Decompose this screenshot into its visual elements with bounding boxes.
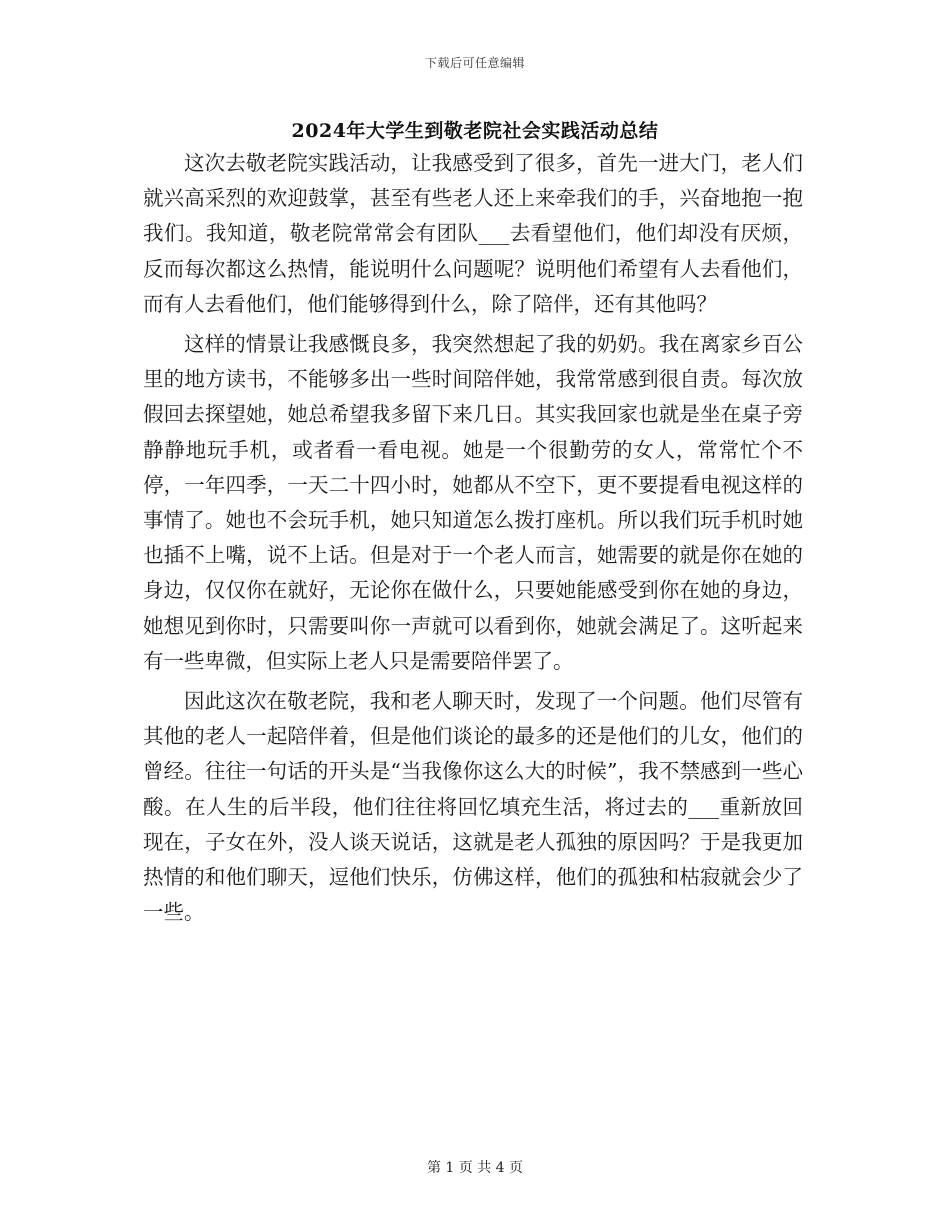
- page-footer: 第 1 页 共 4 页: [426, 1160, 524, 1176]
- paragraph-1: 这次去敬老院实践活动，让我感受到了很多，首先一进大门，老人们就兴高采烈的欢迎鼓掌，甚至有些老人还上来牵我们的手，兴奋地抱一抱我们。我知道，敬老院常常会有团队___去看望他们，他们却没有厌烦，反而每次都这么热情，能说明什么问题呢？说明他们希望有人去看他们，而有人去看他们，他们能够得到什么，除了陪伴，还有其他吗？: [143, 151, 803, 316]
- document-body: [143, 146, 803, 935]
- paragraph-2: 这样的情景让我感慨良多，我突然想起了我的奶奶。我在离家乡百公里的地方读书，不能够多出一些时间陪伴她，我常常感到很自责。每次放假回去探望她，她总希望我多留下来几日。其实我回家也就是坐在桌子旁静静地玩手机，或者看一看电视。她是一个很勤劳的女人，常常忙个不停，一年四季，一天二十四小时，她都从不空下，更不要提看电视这样的事情了。她也不会玩手机，她只知道怎么拨打座机。所以我们玩手机时她也插不上嘴，说不上话。但是对于一个老人而言，她需要的就是你在她的身边，仅仅你在就好，无论你在做什么，只要她能感受到你在她的身边，她想见到你时，只需要叫你一声就可以看到你，她就会满足了。这听起来有一些卑微，但实际上老人只是需要陪伴罢了。: [143, 332, 803, 673]
- paragraph-3: 因此这次在敬老院，我和老人聊天时，发现了一个问题。他们尽管有其他的老人一起陪伴着，但是他们谈论的最多的还是他们的儿女，他们的曾经。往往一句话的开头是“当我像你这么大的时候”，我不禁感到一些心酸。在人生的后半段，他们往往将回忆填充生活，将过去的___重新放回现在，子女在外，没人谈天说话，这就是老人孤独的原因吗？于是我更加热情的和他们聊天，逗他们快乐，仿佛这样，他们的孤独和枯寂就会少了一些。: [143, 689, 803, 925]
- header-note: 下载后可任意编辑: [424, 56, 525, 70]
- document-title: 2024年大学生到敬老院社会实践活动总结: [291, 120, 659, 142]
